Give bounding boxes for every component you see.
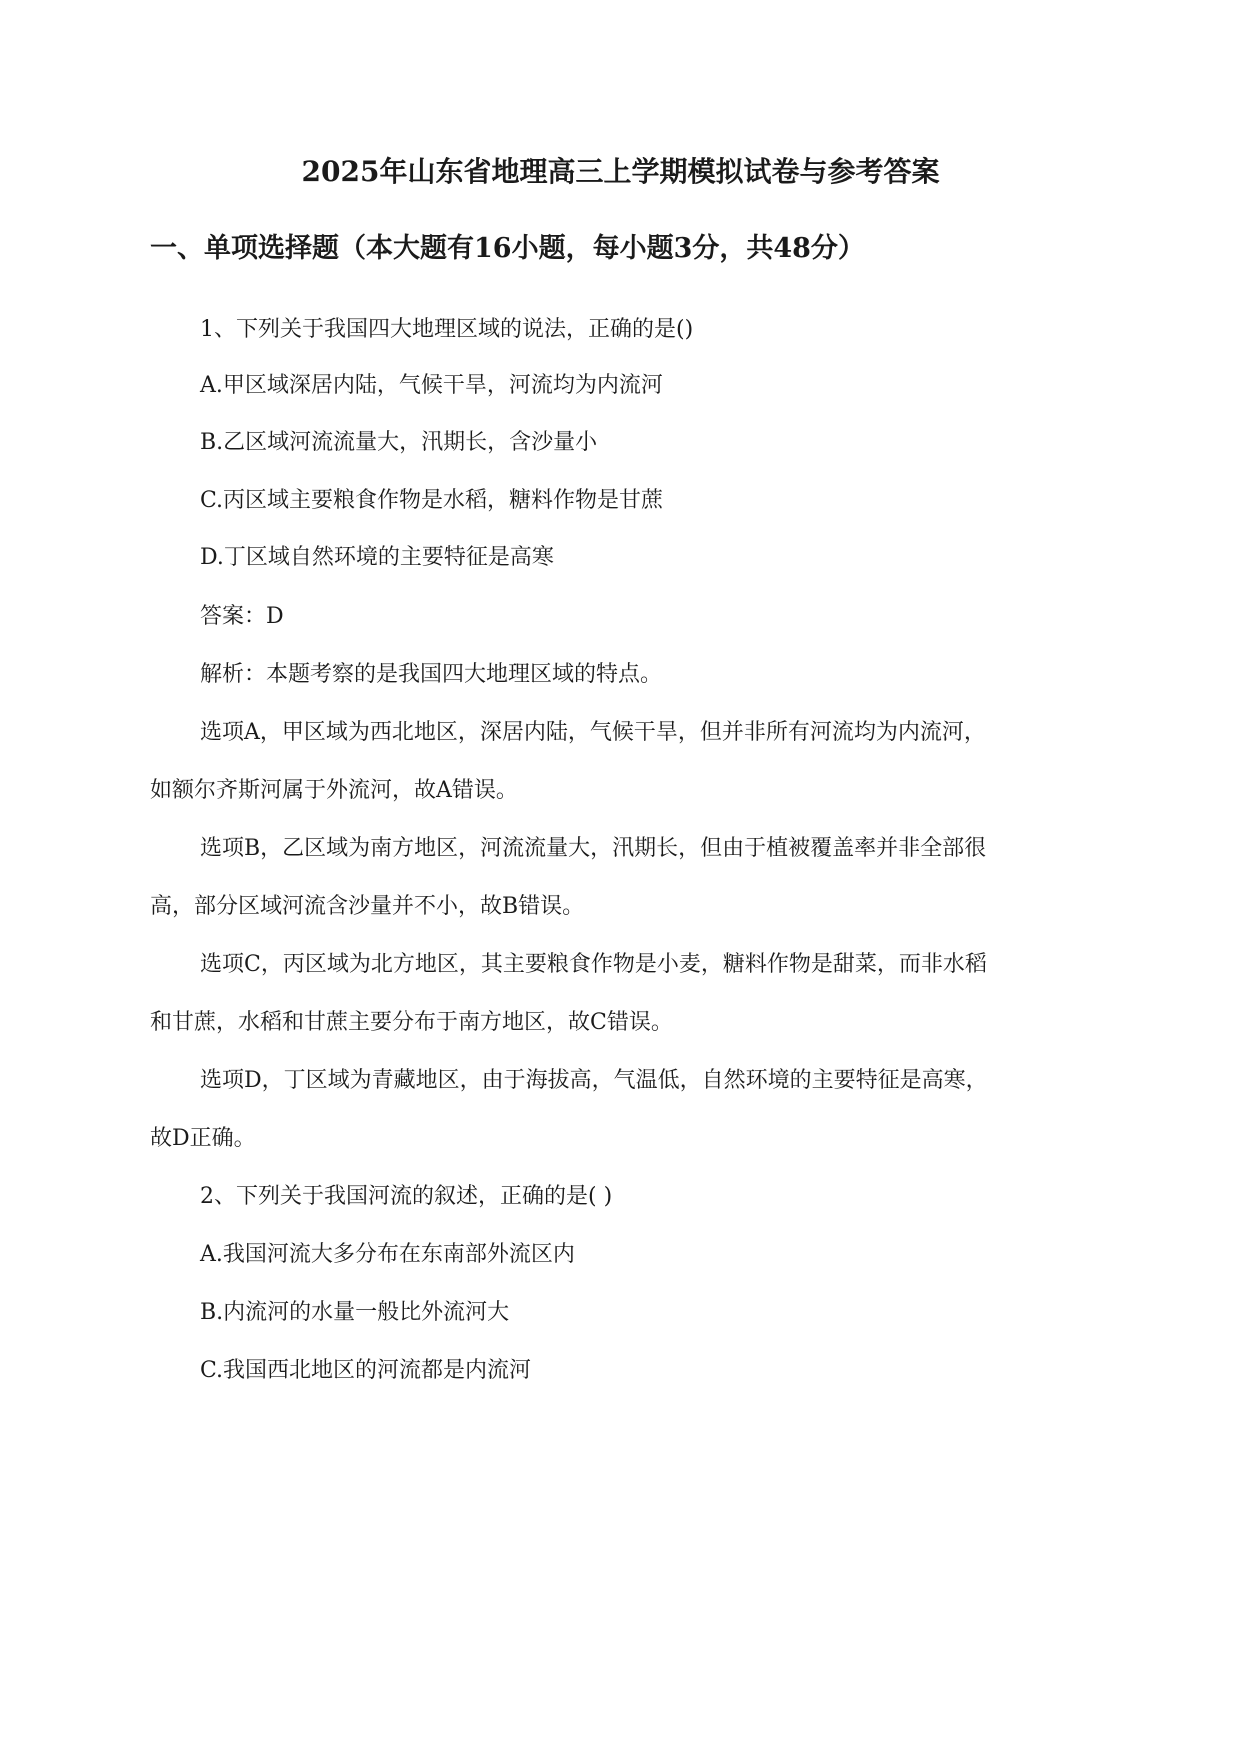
question-1-option-c: C.丙区域主要粮食作物是水稻，糖料作物是甘蔗 xyxy=(200,488,664,513)
question-1-stem: 1、下列关于我国四大地理区域的说法，正确的是() xyxy=(200,317,694,342)
question-1-option-b: B.乙区域河流流量大，汛期长，含沙量小 xyxy=(200,430,598,455)
section-heading: 一、单项选择题（本大题有16小题，每小题3分，共48分） xyxy=(150,233,865,264)
explain-d-line-2: 故D正确。 xyxy=(150,1126,256,1151)
question-2-stem: 2、下列关于我国河流的叙述，正确的是( ) xyxy=(200,1184,613,1209)
question-2-option-a: A.我国河流大多分布在东南部外流区内 xyxy=(200,1242,575,1267)
question-1-option-a: A.甲区域深居内陆，气候干旱，河流均为内流河 xyxy=(200,373,663,398)
explain-c-line-2: 和甘蔗，水稻和甘蔗主要分布于南方地区，故C错误。 xyxy=(150,1010,673,1035)
explain-a-line-2: 如额尔齐斯河属于外流河，故A错误。 xyxy=(150,778,518,803)
explain-b-line-1: 选项B，乙区域为南方地区，河流流量大，汛期长，但由于植被覆盖率并非全部很 xyxy=(200,836,987,861)
question-2-option-c: C.我国西北地区的河流都是内流河 xyxy=(200,1358,532,1383)
question-1-analysis: 解析：本题考察的是我国四大地理区域的特点。 xyxy=(200,662,663,687)
explain-a-line-1: 选项A，甲区域为西北地区，深居内陆，气候干旱，但并非所有河流均为内流河， xyxy=(200,720,986,745)
question-1-answer: 答案：D xyxy=(200,604,284,629)
question-1-option-d: D.丁区域自然环境的主要特征是高寒 xyxy=(200,545,554,570)
explain-c-line-1: 选项C，丙区域为北方地区，其主要粮食作物是小麦，糖料作物是甜菜，而非水稻 xyxy=(200,952,987,977)
question-2-option-b: B.内流河的水量一般比外流河大 xyxy=(200,1300,510,1325)
explain-d-line-1: 选项D，丁区域为青藏地区，由于海拔高，气温低，自然环境的主要特征是高寒， xyxy=(200,1068,988,1093)
explain-b-line-2: 高，部分区域河流含沙量并不小，故B错误。 xyxy=(150,894,585,919)
document-title: 2025年山东省地理高三上学期模拟试卷与参考答案 xyxy=(301,155,940,188)
